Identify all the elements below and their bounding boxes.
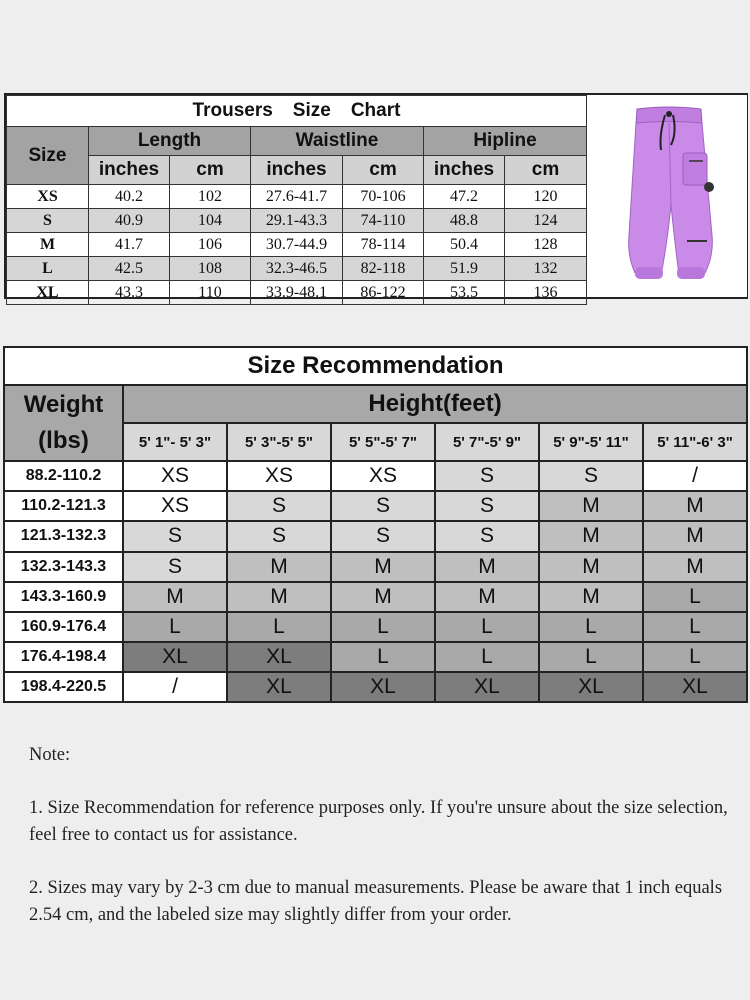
size-cell: M xyxy=(643,552,747,582)
table-cell: 47.2 xyxy=(424,185,505,209)
table-row xyxy=(4,672,747,702)
table-row xyxy=(4,612,747,642)
size-cell: L xyxy=(643,582,747,612)
size-cell: M xyxy=(539,521,643,551)
size-cell: S xyxy=(123,521,227,551)
table-cell: 104 xyxy=(170,209,251,233)
table-cell: 27.6-41.7 xyxy=(251,185,343,209)
height-range-header: 5' 11"-6' 3" xyxy=(643,423,747,461)
size-cell: M xyxy=(227,582,331,612)
unit-header: inches xyxy=(89,156,170,185)
size-cell: S xyxy=(435,521,539,551)
size-cell: L xyxy=(227,612,331,642)
trousers-size-table xyxy=(6,95,587,305)
purple-trousers-illustration xyxy=(587,95,747,297)
table-cell: 124 xyxy=(505,209,587,233)
table-cell: 120 xyxy=(505,185,587,209)
chart-title xyxy=(7,96,587,127)
table-cell: 128 xyxy=(505,233,587,257)
table-cell: 74-110 xyxy=(343,209,424,233)
height-range-header: 5' 7"-5' 9" xyxy=(435,423,539,461)
weight-range: 198.4-220.5 xyxy=(4,672,123,702)
size-cell: S xyxy=(331,491,435,521)
size-cell: M xyxy=(331,582,435,612)
trousers-product-image xyxy=(586,95,747,297)
size-cell: L xyxy=(331,612,435,642)
weight-range: 88.2-110.2 xyxy=(4,461,123,491)
size-cell: S xyxy=(123,552,227,582)
table-row xyxy=(4,552,747,582)
size-cell: S xyxy=(539,461,643,491)
size-cell: L xyxy=(331,642,435,672)
table-row xyxy=(4,642,747,672)
chart-title-word: Size xyxy=(292,100,331,121)
weight-range: 143.3-160.9 xyxy=(4,582,123,612)
unit-header: cm xyxy=(505,156,587,185)
table-row xyxy=(4,491,747,521)
table-row xyxy=(4,521,747,551)
size-cell: M xyxy=(643,521,747,551)
weight-range: 110.2-121.3 xyxy=(4,491,123,521)
weight-header-line1: Weight xyxy=(23,391,104,419)
table-row xyxy=(7,209,587,233)
size-cell: / xyxy=(123,672,227,702)
size-cell: XS xyxy=(331,461,435,491)
size-cell: M xyxy=(643,491,747,521)
trousers-size-chart xyxy=(4,93,748,299)
chart-title-word: Trousers xyxy=(192,100,273,121)
table-cell: 82-118 xyxy=(343,257,424,281)
table-cell: 50.4 xyxy=(424,233,505,257)
table-cell: 70-106 xyxy=(343,185,424,209)
size-label: XL xyxy=(7,281,89,305)
note-item: 1. Size Recommendation for reference purposes only. If you're unsure about the size selection, feel free to contact us for assistance. xyxy=(29,798,728,845)
size-cell: XL xyxy=(331,672,435,702)
size-cell: M xyxy=(435,552,539,582)
height-header: Height(feet) xyxy=(123,385,747,423)
size-cell: L xyxy=(539,642,643,672)
height-range-header: 5' 3"-5' 5" xyxy=(227,423,331,461)
size-cell: XL xyxy=(123,642,227,672)
chart-title-word: Chart xyxy=(350,100,401,121)
table-cell: 33.9-48.1 xyxy=(251,281,343,305)
table-cell: 53.5 xyxy=(424,281,505,305)
weight-header-line2: (lbs) xyxy=(38,427,89,455)
size-cell: M xyxy=(435,582,539,612)
recommendation-title: Size Recommendation xyxy=(4,347,747,385)
table-row xyxy=(7,185,587,209)
size-cell: L xyxy=(123,612,227,642)
size-cell: XL xyxy=(643,672,747,702)
size-label: S xyxy=(7,209,89,233)
size-cell: L xyxy=(643,642,747,672)
size-cell: S xyxy=(331,521,435,551)
size-cell: L xyxy=(643,612,747,642)
size-cell: S xyxy=(435,461,539,491)
size-recommendation-table xyxy=(3,346,748,703)
unit-header: inches xyxy=(424,156,505,185)
table-cell: 48.8 xyxy=(424,209,505,233)
size-cell: M xyxy=(227,552,331,582)
note-item: 2. Sizes may vary by 2-3 cm due to manual measurements. Please be aware that 1 inch equals 2.54 cm, and the labeled size may slightly differ from your order. xyxy=(29,878,723,925)
size-cell: L xyxy=(435,642,539,672)
size-cell: M xyxy=(331,552,435,582)
notes-section xyxy=(29,742,741,929)
size-label: XS xyxy=(7,185,89,209)
length-group-header: Length xyxy=(89,127,251,156)
weight-range: 176.4-198.4 xyxy=(4,642,123,672)
size-cell: XS xyxy=(123,461,227,491)
table-cell: 30.7-44.9 xyxy=(251,233,343,257)
unit-header: inches xyxy=(251,156,343,185)
size-cell: XL xyxy=(539,672,643,702)
notes-heading: Note: xyxy=(29,745,71,765)
table-row xyxy=(7,233,587,257)
size-cell: M xyxy=(539,552,643,582)
size-cell: / xyxy=(643,461,747,491)
table-cell: 136 xyxy=(505,281,587,305)
table-cell: 106 xyxy=(170,233,251,257)
size-cell: XL xyxy=(227,642,331,672)
table-cell: 32.3-46.5 xyxy=(251,257,343,281)
size-cell: S xyxy=(227,491,331,521)
height-range-header: 5' 9"-5' 11" xyxy=(539,423,643,461)
size-label: M xyxy=(7,233,89,257)
weight-range: 160.9-176.4 xyxy=(4,612,123,642)
size-cell: S xyxy=(227,521,331,551)
table-cell: 78-114 xyxy=(343,233,424,257)
size-cell: XS xyxy=(227,461,331,491)
table-row xyxy=(4,582,747,612)
unit-header: cm xyxy=(170,156,251,185)
table-cell: 51.9 xyxy=(424,257,505,281)
size-cell: XL xyxy=(227,672,331,702)
table-cell: 108 xyxy=(170,257,251,281)
table-cell: 40.9 xyxy=(89,209,170,233)
table-cell: 102 xyxy=(170,185,251,209)
size-label: L xyxy=(7,257,89,281)
size-cell: L xyxy=(435,612,539,642)
weight-range: 121.3-132.3 xyxy=(4,521,123,551)
hipline-group-header: Hipline xyxy=(424,127,587,156)
table-row xyxy=(7,281,587,305)
table-row xyxy=(4,461,747,491)
waistline-group-header: Waistline xyxy=(251,127,424,156)
unit-header: cm xyxy=(343,156,424,185)
size-cell: M xyxy=(123,582,227,612)
size-cell: M xyxy=(539,491,643,521)
table-cell: 41.7 xyxy=(89,233,170,257)
table-cell: 43.3 xyxy=(89,281,170,305)
height-range-header: 5' 5"-5' 7" xyxy=(331,423,435,461)
size-cell: S xyxy=(435,491,539,521)
height-range-header: 5' 1"- 5' 3" xyxy=(123,423,227,461)
size-column-header: Size xyxy=(7,127,89,185)
table-cell: 29.1-43.3 xyxy=(251,209,343,233)
size-cell: L xyxy=(539,612,643,642)
table-cell: 110 xyxy=(170,281,251,305)
weight-header xyxy=(4,385,123,461)
size-cell: M xyxy=(539,582,643,612)
size-cell: XL xyxy=(435,672,539,702)
table-row xyxy=(7,257,587,281)
size-cell: XS xyxy=(123,491,227,521)
table-cell: 40.2 xyxy=(89,185,170,209)
table-cell: 132 xyxy=(505,257,587,281)
table-cell: 86-122 xyxy=(343,281,424,305)
weight-range: 132.3-143.3 xyxy=(4,552,123,582)
table-cell: 42.5 xyxy=(89,257,170,281)
